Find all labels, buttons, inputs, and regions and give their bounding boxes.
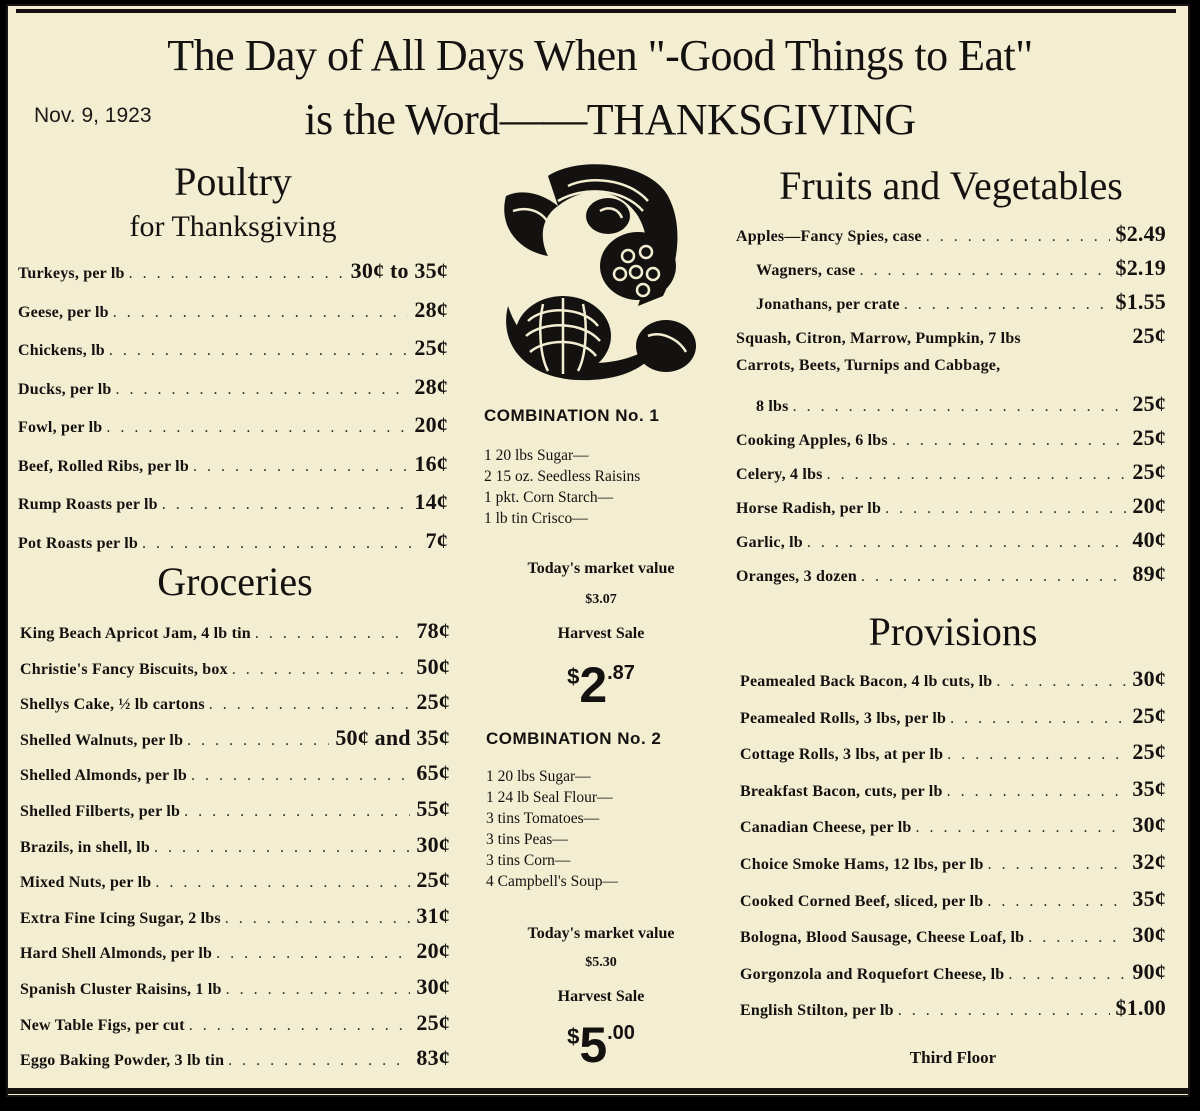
item-name: Cottage Rolls, 3 lbs, at per lb [740, 746, 944, 764]
price-row [20, 689, 450, 725]
price-row [20, 654, 450, 690]
item-price: 25¢ [1132, 425, 1166, 450]
item-price: 7¢ [425, 527, 448, 553]
price-row [20, 938, 450, 974]
leader-dots [988, 856, 1127, 874]
price-row [740, 703, 1166, 740]
price-row [740, 995, 1166, 1032]
item-name: Peamealed Back Bacon, 4 lb cuts, lb [740, 673, 993, 690]
combination-2-items [486, 766, 618, 892]
item-name: Squash, Citron, Marrow, Pumpkin, 7 lbs [736, 330, 1021, 347]
combination-2-sale-label: Harvest Sale [557, 988, 645, 1005]
item-price: 30¢ [416, 831, 450, 857]
item-price: 25¢ [1132, 323, 1166, 348]
item-price: 25¢ [1132, 391, 1166, 416]
price-row [20, 1045, 450, 1081]
price-row [740, 776, 1166, 813]
item-name: Cooked Corned Beef, sliced, per lb [740, 892, 984, 910]
leader-dots [827, 466, 1127, 484]
fruits-vegetables-heading: Fruits and Vegetables [779, 163, 1123, 208]
item-name: Gorgonzola and Roquefort Cheese, lb [740, 965, 1005, 983]
poultry-list [18, 258, 448, 566]
item-name: Rump Roasts per lb [18, 496, 158, 513]
combination-1-sale-dollar: $ [567, 664, 580, 689]
combination-2-sale-price [476, 1017, 726, 1073]
leader-dots [216, 945, 410, 963]
price-row [736, 289, 1166, 323]
top-rule [16, 9, 1176, 13]
leader-dots [1028, 929, 1126, 947]
price-row [20, 1010, 450, 1046]
price-row [20, 832, 450, 868]
headline-line-1: The Day of All Days When "-Good Things to Eat" [167, 31, 1033, 80]
item-name: Apples—Fancy Spies, case [736, 228, 922, 245]
item-price: 65¢ [416, 760, 450, 786]
combination-2-market-value: $5.30 [585, 955, 617, 970]
leader-dots [113, 304, 409, 322]
leader-dots [915, 819, 1126, 837]
leader-dots [191, 767, 410, 785]
combination-item: 3 tins Corn— [486, 852, 571, 869]
combination-item: 3 tins Tomatoes— [486, 810, 600, 827]
item-name: Hard Shell Almonds, per lb [20, 945, 213, 963]
leader-dots [892, 432, 1127, 450]
item-price: 30¢ [1132, 812, 1166, 838]
provisions-list [740, 666, 1166, 1032]
item-name: Celery, 4 lbs [736, 466, 823, 483]
leader-dots [255, 625, 411, 643]
item-price: 30¢ [1132, 666, 1166, 691]
leader-dots [1008, 966, 1126, 984]
combination-2-market-label: Today's market value [527, 925, 675, 942]
item-name: Chickens, lb [18, 342, 105, 359]
price-row [20, 618, 450, 654]
combination-1-sale-price [476, 657, 726, 713]
price-row [740, 886, 1166, 923]
bottom-rule [6, 1088, 1190, 1094]
item-price: 25¢ [1132, 459, 1166, 484]
item-price: 20¢ [416, 938, 450, 964]
price-row [20, 974, 450, 1010]
item-price: 28¢ [414, 373, 448, 399]
leader-dots [859, 262, 1109, 280]
item-name: Breakfast Bacon, cuts, per lb [740, 782, 943, 800]
item-name: Turkeys, per lb [18, 265, 125, 282]
price-row [736, 255, 1166, 289]
item-name: Fowl, per lb [18, 419, 103, 436]
item-name: Bologna, Blood Sausage, Cheese Loaf, lb [740, 929, 1025, 947]
item-name: Geese, per lb [18, 303, 109, 321]
item-price: 35¢ [1132, 885, 1166, 911]
leader-dots [129, 265, 345, 283]
item-name: Shelled Almonds, per lb [20, 767, 188, 785]
combination-item: 1 20 lbs Sugar— [484, 447, 589, 464]
leader-dots [232, 661, 411, 679]
item-name: Peamealed Rolls, 3 lbs, per lb [740, 709, 947, 727]
item-price: 55¢ [416, 795, 450, 821]
leader-dots [904, 296, 1110, 314]
leader-dots [996, 673, 1126, 691]
item-name: Shelled Filberts, per lb [20, 802, 181, 820]
item-price: 30¢ [416, 973, 450, 999]
price-row [18, 335, 448, 374]
leader-dots [861, 568, 1126, 586]
item-price: 40¢ [1132, 527, 1166, 552]
price-row [740, 812, 1166, 849]
leader-dots [947, 746, 1126, 764]
leader-dots [987, 893, 1126, 911]
item-price: 20¢ [414, 412, 448, 437]
item-name: Beef, Rolled Ribs, per lb [18, 457, 189, 475]
leader-dots [807, 534, 1127, 552]
item-price: 25¢ [416, 1009, 450, 1035]
item-name: 8 lbs [756, 398, 789, 415]
groceries-list [20, 618, 450, 1081]
item-name: New Table Figs, per cut [20, 1016, 185, 1034]
price-row [18, 451, 448, 490]
combination-item: 1 20 lbs Sugar— [486, 768, 591, 785]
item-price: 90¢ [1132, 958, 1166, 984]
price-row [736, 357, 1166, 391]
leader-dots [142, 535, 420, 553]
cornucopia-illustration [488, 156, 704, 388]
third-floor-note: Third Floor [909, 1048, 997, 1067]
price-row [740, 666, 1166, 703]
price-row [18, 489, 448, 528]
combination-2-sale-dollar: $ [567, 1024, 580, 1049]
leader-dots [885, 500, 1126, 518]
price-row [740, 922, 1166, 959]
price-row [740, 959, 1166, 996]
item-name: Choice Smoke Hams, 12 lbs, per lb [740, 855, 984, 873]
item-price: 30¢ [1132, 922, 1166, 948]
combination-item: 4 Campbell's Soup— [486, 873, 618, 890]
combination-2-sale-whole: 5 [579, 1017, 608, 1073]
leader-dots [793, 398, 1127, 416]
item-price: 25¢ [414, 335, 448, 360]
price-row [736, 221, 1166, 255]
leader-dots [926, 228, 1110, 246]
combination-item: 1 24 lb Seal Flour— [486, 789, 613, 806]
combination-2-title: COMBINATION No. 2 [486, 729, 662, 748]
item-price: 25¢ [1132, 739, 1166, 765]
item-name: Jonathans, per crate [756, 296, 900, 313]
ad-date: Nov. 9, 1923 [34, 104, 152, 127]
price-row [18, 412, 448, 451]
leader-dots [228, 1052, 410, 1070]
price-row [736, 493, 1166, 527]
combination-1-market-value: $3.07 [585, 592, 617, 607]
combination-item: 1 lb tin Crisco— [484, 510, 588, 527]
item-price: 83¢ [416, 1045, 450, 1071]
combination-item: 1 pkt. Corn Starch— [484, 489, 614, 506]
item-price: 28¢ [414, 296, 448, 322]
price-row [736, 391, 1166, 425]
combination-1-sale-label: Harvest Sale [557, 625, 645, 642]
price-row [736, 323, 1166, 357]
poultry-heading: Poultry [174, 159, 292, 204]
item-price: 50¢ and 35¢ [335, 724, 450, 750]
price-row [18, 258, 448, 297]
item-name: Extra Fine Icing Sugar, 2 lbs [20, 909, 221, 927]
price-row [736, 459, 1166, 493]
item-price: 25¢ [1132, 702, 1166, 728]
leader-dots [193, 458, 408, 476]
price-row [20, 903, 450, 939]
leader-dots [225, 910, 411, 928]
item-price: 78¢ [416, 618, 450, 643]
item-name: Pot Roasts per lb [18, 534, 138, 552]
combination-1-market-label: Today's market value [527, 560, 675, 577]
poultry-subheading: for Thanksgiving [129, 210, 337, 243]
item-name: Oranges, 3 dozen [736, 568, 857, 585]
combination-1-sale-cents: .87 [607, 662, 635, 684]
price-row [736, 425, 1166, 459]
leader-dots [155, 874, 410, 892]
leader-dots [115, 381, 408, 399]
price-row [740, 739, 1166, 776]
combination-item: 3 tins Peas— [486, 831, 568, 848]
leader-dots [898, 1002, 1110, 1020]
provisions-heading: Provisions [868, 609, 1038, 654]
item-price: 14¢ [414, 489, 448, 514]
item-price: $1.55 [1115, 289, 1166, 314]
leader-dots [209, 696, 411, 714]
price-row [20, 867, 450, 903]
item-price: $1.00 [1115, 995, 1166, 1021]
leader-dots [184, 803, 410, 821]
item-name: Shelled Walnuts, per lb [20, 731, 184, 749]
item-price: 16¢ [414, 450, 448, 476]
item-name: Garlic, lb [736, 534, 803, 551]
item-name: Horse Radish, per lb [736, 500, 882, 517]
leader-dots [187, 732, 329, 750]
item-name: Canadian Cheese, per lb [740, 819, 912, 837]
item-name: King Beach Apricot Jam, 4 lb tin [20, 625, 251, 642]
item-name: Cooking Apples, 6 lbs [736, 432, 888, 449]
item-name: English Stilton, per lb [740, 1002, 894, 1020]
price-row [20, 796, 450, 832]
item-price: 30¢ to 35¢ [350, 258, 448, 283]
item-price: 35¢ [1132, 775, 1166, 801]
leader-dots [950, 710, 1126, 728]
leader-dots [947, 783, 1127, 801]
item-name: Mixed Nuts, per lb [20, 874, 152, 892]
price-row [736, 527, 1166, 561]
leader-dots [106, 419, 408, 437]
item-price: 31¢ [416, 902, 450, 928]
leader-dots [109, 342, 409, 360]
item-price: 20¢ [1132, 493, 1166, 518]
combination-1-title: COMBINATION No. 1 [484, 406, 660, 425]
price-row [20, 725, 450, 761]
leader-dots [162, 496, 409, 514]
item-price: $2.19 [1115, 255, 1166, 280]
item-price: 50¢ [416, 653, 450, 679]
price-row [736, 561, 1166, 595]
combination-2-sale-cents: .00 [607, 1022, 635, 1044]
item-price: 25¢ [416, 867, 450, 893]
item-name: Ducks, per lb [18, 380, 112, 398]
item-name: Carrots, Beets, Turnips and Cabbage, [736, 357, 1001, 374]
item-price: 89¢ [1132, 561, 1166, 586]
leader-dots [226, 981, 411, 999]
headline-line-2: is the Word——THANKSGIVING [304, 95, 916, 144]
item-price: 32¢ [1132, 848, 1166, 874]
price-row [20, 760, 450, 796]
leader-dots [189, 1017, 411, 1035]
price-row [18, 297, 448, 336]
price-row [18, 374, 448, 413]
item-name: Eggo Baking Powder, 3 lb tin [20, 1052, 225, 1070]
item-name: Wagners, case [756, 262, 856, 279]
combination-1-sale-whole: 2 [579, 657, 608, 713]
price-row [740, 849, 1166, 886]
combination-1-items [484, 445, 640, 529]
groceries-heading: Groceries [157, 559, 313, 604]
leader-dots [154, 839, 410, 857]
item-price: 25¢ [416, 689, 450, 715]
item-price: $2.49 [1115, 221, 1166, 246]
item-name: Shellys Cake, ½ lb cartons [20, 696, 205, 714]
fruits-vegetables-list [736, 221, 1166, 595]
combination-item: 2 15 oz. Seedless Raisins [484, 468, 641, 485]
item-name: Brazils, in shell, lb [20, 838, 150, 856]
item-name: Christie's Fancy Biscuits, box [20, 660, 228, 678]
item-name: Spanish Cluster Raisins, 1 lb [20, 980, 222, 998]
